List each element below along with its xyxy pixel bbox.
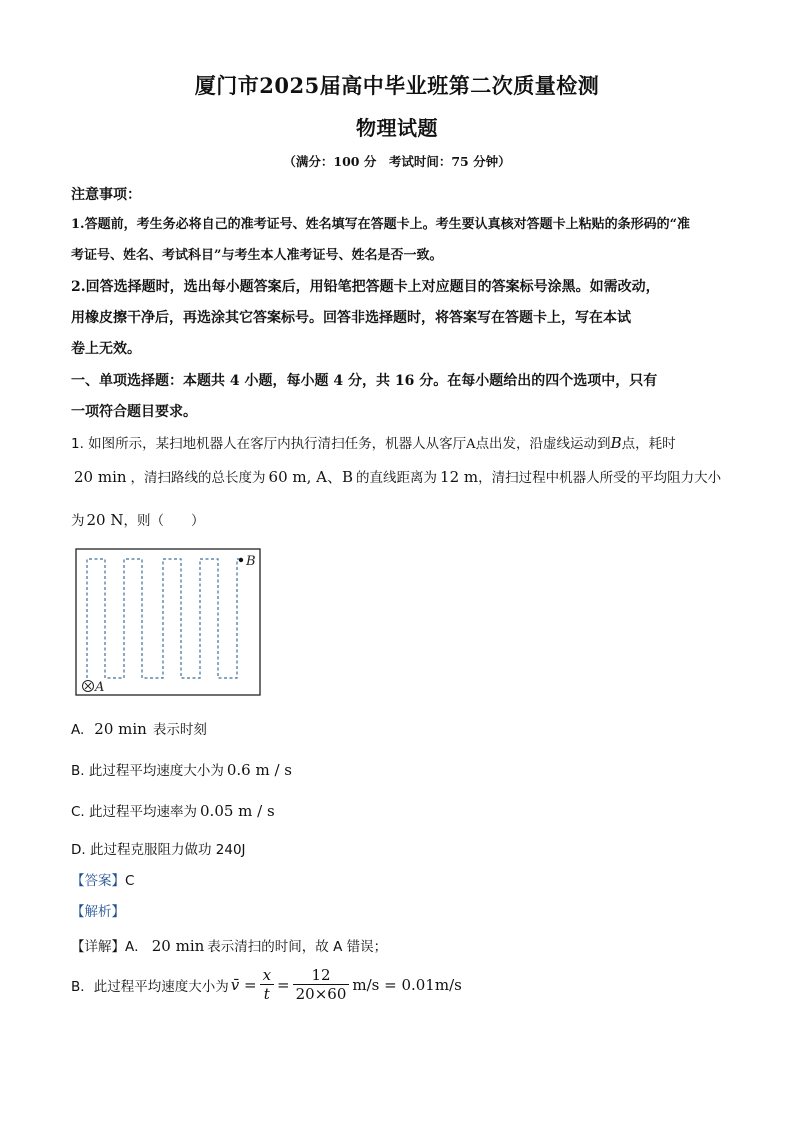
question1-line3 — [71, 509, 731, 529]
robot-path-figure — [75, 548, 261, 696]
detail-b-line — [71, 966, 731, 1003]
q1-text-g: 为 — [71, 513, 85, 529]
frac-12: 12 — [293, 966, 350, 985]
answer-line — [71, 869, 731, 889]
analysis-label: 【解析】 — [71, 904, 125, 920]
q1-force: 20 N — [86, 511, 124, 529]
q1-point-a: A — [466, 437, 476, 452]
question1-line1 — [71, 432, 731, 452]
label-a: A — [95, 680, 105, 695]
robot-icon-cross — [85, 683, 91, 689]
q1-time: 20 min — [74, 468, 127, 486]
notice-item2-line3: 卷上无效。 — [71, 341, 141, 357]
option-c-text: C. 此过程平均速率为 — [71, 804, 198, 820]
q1-text-c: 点，耗时 — [621, 436, 676, 452]
detail-a-value: 20 min — [151, 937, 205, 955]
detail-b-frac-num — [293, 966, 350, 1003]
q1-points-ab: , A、B — [306, 468, 354, 486]
detail-label: 【详解】 — [71, 939, 125, 955]
subject-title: 物理试题 — [356, 116, 438, 140]
point-b-dot — [239, 558, 243, 562]
q1-point-b: B — [610, 434, 622, 452]
option-b-value: 0.6 m / s — [226, 761, 292, 779]
detail-a-text: 表示清扫的时间，故 A 错误； — [207, 939, 388, 955]
exam-info: （满分：100 分 考试时间：75 分钟） — [283, 154, 511, 169]
answer-value: C — [125, 873, 135, 889]
q1-text-b: 点出发，沿虚线运动到 — [475, 436, 611, 452]
q1-text-d: ，清扫路线的总长度为 — [130, 470, 266, 486]
option-a-text: 表示时刻 — [152, 722, 207, 738]
frac-t: t — [263, 985, 270, 1003]
option-d: D. 此过程克服阻力做功 240J — [71, 842, 246, 858]
question1-line2 — [71, 466, 731, 487]
q1-text-a: 1. 如图所示，某扫地机器人在客厅内执行清扫任务，机器人从客厅 — [71, 436, 467, 452]
label-b: B — [246, 554, 256, 569]
option-c-value: 0.05 m / s — [200, 802, 275, 820]
option-b — [71, 759, 731, 779]
section1-line1: 一、单项选择题：本题共 4 小题，每小题 4 分，共 16 分。在每小题给出的四个选项中，只有 — [71, 373, 658, 389]
option-a-value: 20 min — [94, 720, 147, 738]
option-a-letter: A. — [71, 722, 85, 738]
frac-20x60: 20×60 — [295, 985, 347, 1003]
section1-line2: 一项符合题目要求。 — [71, 404, 197, 420]
frac-x: x — [260, 966, 274, 985]
exam-title: 厦门市2025届高中毕业班第二次质量检测 — [194, 73, 600, 98]
q1-text-f: ，清扫过程中机器人所受的平均阻力大小 — [478, 470, 722, 486]
q1-text-h: ，则（ ） — [123, 513, 205, 529]
detail-b-text: B．此过程平均速度大小为 — [71, 978, 229, 995]
q1-path-length: 60 m — [268, 468, 307, 486]
q1-distance: 12 m — [440, 468, 479, 486]
notice-heading: 注意事项： — [71, 187, 141, 203]
dashed-path — [87, 559, 241, 678]
notice-item1-line1: 1.答题前，考生务必将自己的准考证号、姓名填写在答题卡上。考生要认真核对答题卡上粘贴的条形码的“准 — [71, 217, 691, 232]
detail-a-line — [71, 935, 731, 955]
detail-b-result: m/s = 0.01m/s — [352, 975, 462, 994]
option-b-text: B. 此过程平均速度大小为 — [71, 763, 224, 779]
option-a — [71, 718, 731, 738]
detail-b-frac-xt — [260, 966, 274, 1003]
notice-item2-line2: 用橡皮擦干净后，再选涂其它答案标号。回答非选择题时，将答案写在答题卡上，写在本试 — [71, 310, 631, 326]
room-outline — [76, 549, 260, 695]
answer-label: 【答案】 — [71, 873, 125, 889]
detail-b-equals: = — [277, 975, 290, 994]
detail-b-vbar: v̄ = — [230, 975, 257, 994]
option-c — [71, 800, 731, 820]
detail-a-prefix: A． — [125, 939, 148, 955]
notice-item1-line2: 考证号、姓名、考试科目”与考生本人准考证号、姓名是否一致。 — [71, 248, 443, 263]
q1-text-e: 的直线距离为 — [356, 470, 438, 486]
notice-item2-line1: 2.回答选择题时，选出每小题答案后，用铅笔把答题卡上对应题目的答案标号涂黑。如需改动， — [71, 279, 660, 295]
